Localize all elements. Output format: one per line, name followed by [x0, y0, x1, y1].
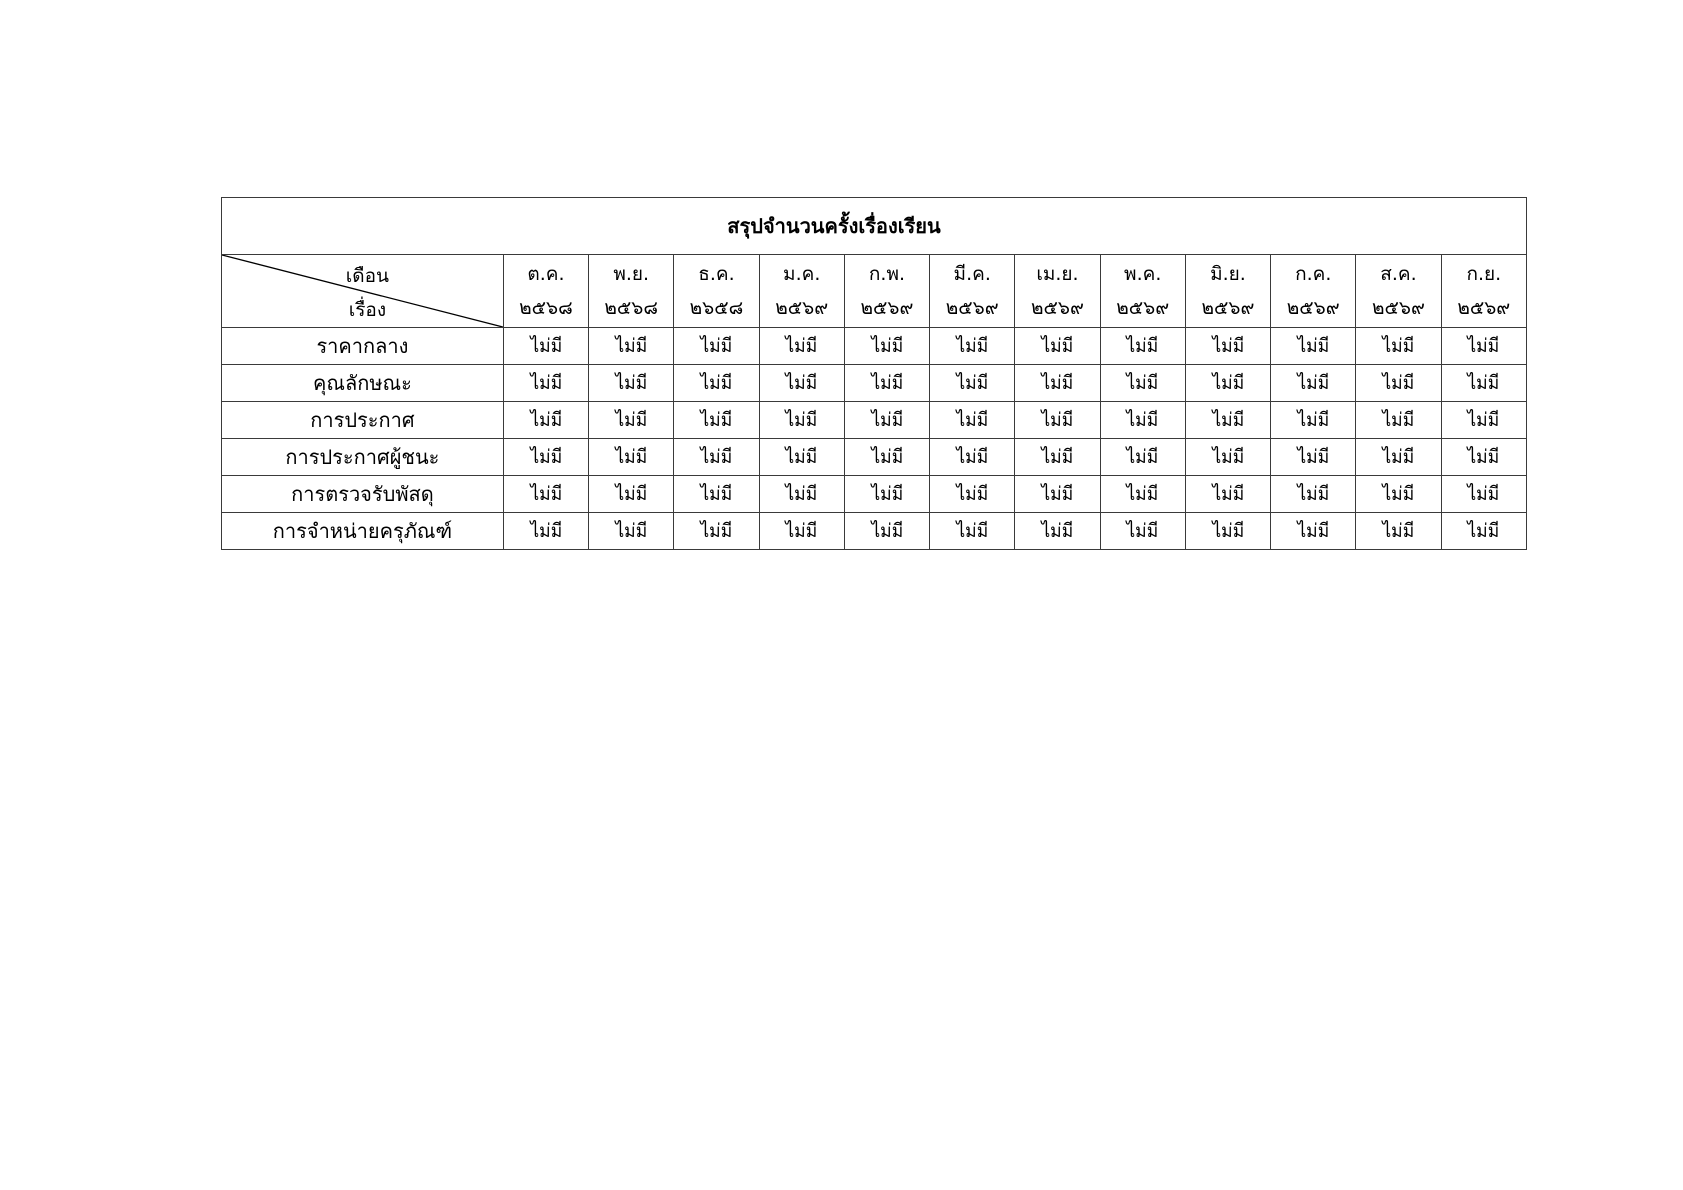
year-label: ๒๕๖๙ [1457, 297, 1511, 319]
table-row [222, 439, 1527, 476]
value-cell [1185, 402, 1270, 439]
value-cell [1441, 365, 1526, 402]
value-cell [1356, 513, 1441, 550]
month-label: มิ.ย. [1210, 263, 1246, 285]
value-cell [1356, 365, 1441, 402]
value-text: ไม่มี [1041, 409, 1074, 431]
value-text: ไม่มี [615, 520, 648, 542]
corner-topic-label: เรื่อง [348, 299, 387, 321]
value-text: ไม่มี [1297, 372, 1330, 394]
value-cell [674, 513, 759, 550]
topic-cell: คุณลักษณะ [222, 365, 504, 402]
value-text: ไม่มี [1126, 483, 1159, 505]
value-cell [759, 365, 844, 402]
table-row [222, 328, 1527, 365]
value-cell [1100, 513, 1185, 550]
topic-cell: การประกาศ [222, 402, 504, 439]
value-text: ไม่มี [700, 520, 733, 542]
value-text: ไม่มี [1126, 372, 1159, 394]
month-column-header [1015, 255, 1100, 328]
value-cell [930, 513, 1015, 550]
value-text: ไม่มี [1382, 520, 1415, 542]
value-text: ไม่มี [1041, 520, 1074, 542]
value-text: ไม่มี [785, 483, 818, 505]
value-cell [503, 513, 588, 550]
value-text: ไม่มี [1467, 446, 1500, 468]
value-text: ไม่มี [1126, 520, 1159, 542]
value-cell [759, 328, 844, 365]
summary-table [221, 197, 1527, 550]
value-cell [1441, 476, 1526, 513]
value-text: ไม่มี [1382, 483, 1415, 505]
value-cell [1356, 439, 1441, 476]
value-cell [844, 439, 929, 476]
month-label: ก.ย. [1466, 263, 1502, 285]
value-cell [759, 439, 844, 476]
year-label: ๒๕๖๘ [519, 297, 573, 319]
value-text: ไม่มี [1297, 409, 1330, 431]
value-text: ไม่มี [1467, 372, 1500, 394]
month-column-header [844, 255, 929, 328]
value-text: ไม่มี [700, 409, 733, 431]
value-cell [759, 476, 844, 513]
value-cell [674, 402, 759, 439]
value-text: ไม่มี [1382, 409, 1415, 431]
value-cell [930, 402, 1015, 439]
value-cell [1356, 402, 1441, 439]
value-cell [589, 513, 674, 550]
month-label: เม.ย. [1036, 263, 1079, 285]
value-cell [1185, 328, 1270, 365]
value-cell [1015, 476, 1100, 513]
year-label: ๒๕๖๙ [1116, 297, 1170, 319]
value-text: ไม่มี [615, 409, 648, 431]
value-cell [503, 439, 588, 476]
value-text: ไม่มี [530, 446, 562, 468]
value-text: ไม่มี [530, 409, 562, 431]
value-text: ไม่มี [530, 335, 562, 357]
value-text: ไม่มี [1382, 446, 1415, 468]
month-label: ส.ค. [1380, 263, 1417, 285]
value-cell [930, 328, 1015, 365]
month-column-header [1185, 255, 1270, 328]
title-row [222, 198, 1527, 255]
value-text: ไม่มี [1041, 372, 1074, 394]
month-label: ก.พ. [868, 263, 906, 285]
value-text: ไม่มี [1126, 335, 1159, 357]
value-text: ไม่มี [615, 372, 648, 394]
month-column-header [1100, 255, 1185, 328]
month-column-header [1356, 255, 1441, 328]
value-cell [1356, 476, 1441, 513]
value-cell [1356, 328, 1441, 365]
value-cell [1100, 328, 1185, 365]
value-cell [930, 476, 1015, 513]
value-text: ไม่มี [1382, 335, 1415, 357]
year-label: ๒๖๕๘ [689, 297, 744, 319]
value-cell [1271, 328, 1356, 365]
topic-cell: การประกาศผู้ชนะ [222, 439, 504, 476]
value-cell [674, 365, 759, 402]
month-column-header [503, 255, 588, 328]
value-cell [1441, 402, 1526, 439]
value-text: ไม่มี [1297, 483, 1330, 505]
value-text: ไม่มี [1126, 409, 1159, 431]
month-column-header [930, 255, 1015, 328]
value-text: ไม่มี [785, 335, 818, 357]
value-text: ไม่มี [956, 483, 989, 505]
value-text: ไม่มี [700, 372, 733, 394]
year-label: ๒๕๖๙ [1372, 297, 1425, 319]
value-text: ไม่มี [1212, 372, 1244, 394]
month-column-header [759, 255, 844, 328]
month-column-header [1441, 255, 1526, 328]
value-cell [844, 365, 929, 402]
value-text: ไม่มี [785, 409, 818, 431]
value-text: ไม่มี [615, 483, 648, 505]
table-body [222, 328, 1527, 550]
value-text: ไม่มี [871, 483, 903, 505]
value-cell [1015, 402, 1100, 439]
value-text: ไม่มี [956, 335, 989, 357]
value-text: ไม่มี [1212, 409, 1244, 431]
value-text: ไม่มี [785, 520, 818, 542]
value-cell [759, 402, 844, 439]
value-text: ไม่มี [615, 335, 648, 357]
month-column-header [674, 255, 759, 328]
topic-cell: การตรวจรับพัสดุ [222, 476, 504, 513]
year-label: ๒๕๖๙ [945, 297, 999, 319]
value-text: ไม่มี [700, 483, 733, 505]
value-text: ไม่มี [530, 520, 562, 542]
value-text: ไม่มี [785, 372, 818, 394]
value-cell [1441, 328, 1526, 365]
year-label: ๒๕๖๙ [1201, 297, 1255, 319]
value-cell [1015, 439, 1100, 476]
value-cell [589, 402, 674, 439]
value-cell [503, 476, 588, 513]
value-cell [1185, 513, 1270, 550]
value-text: ไม่มี [871, 335, 903, 357]
value-text: ไม่มี [956, 520, 989, 542]
corner-month-label: เดือน [345, 265, 390, 287]
value-cell [1185, 365, 1270, 402]
value-text: ไม่มี [1212, 483, 1244, 505]
value-text: ไม่มี [1297, 335, 1330, 357]
value-text: ไม่มี [871, 520, 903, 542]
value-cell [1271, 476, 1356, 513]
value-cell [844, 402, 929, 439]
year-label: ๒๕๖๙ [1286, 297, 1340, 319]
value-cell [674, 476, 759, 513]
value-cell [674, 439, 759, 476]
value-text: ไม่มี [1041, 483, 1074, 505]
table-row [222, 365, 1527, 402]
value-text: ไม่มี [530, 483, 562, 505]
value-cell [1015, 328, 1100, 365]
value-text: ไม่มี [1467, 520, 1500, 542]
value-text: ไม่มี [956, 372, 989, 394]
value-cell [1271, 402, 1356, 439]
header-row [222, 255, 1527, 328]
topic-cell: การจำหน่ายครุภัณฑ์ [222, 513, 504, 550]
value-cell [589, 439, 674, 476]
value-text: ไม่มี [1467, 335, 1500, 357]
value-cell [589, 328, 674, 365]
value-text: ไม่มี [871, 409, 903, 431]
year-label: ๒๕๖๙ [1031, 297, 1084, 319]
month-column-header [1271, 255, 1356, 328]
month-label: พ.ค. [1124, 263, 1162, 285]
value-text: ไม่มี [1382, 372, 1415, 394]
value-cell [1100, 365, 1185, 402]
value-cell [1015, 513, 1100, 550]
value-cell [844, 476, 929, 513]
value-cell [1100, 402, 1185, 439]
value-text: ไม่มี [956, 446, 989, 468]
value-text: ไม่มี [1212, 520, 1244, 542]
value-cell [503, 365, 588, 402]
value-cell [1271, 365, 1356, 402]
value-cell [589, 476, 674, 513]
value-text: ไม่มี [1212, 446, 1244, 468]
value-text: ไม่มี [871, 372, 903, 394]
value-cell [503, 402, 588, 439]
value-cell [1185, 439, 1270, 476]
value-cell [1100, 476, 1185, 513]
month-label: พ.ย. [613, 263, 650, 285]
month-label: มี.ค. [953, 263, 991, 285]
value-cell [759, 513, 844, 550]
value-text: ไม่มี [1212, 335, 1244, 357]
value-cell [844, 513, 929, 550]
value-text: ไม่มี [700, 446, 733, 468]
value-cell [1441, 439, 1526, 476]
value-text: ไม่มี [871, 446, 903, 468]
year-label: ๒๕๖๙ [775, 297, 829, 319]
value-text: ไม่มี [1041, 335, 1074, 357]
value-cell [844, 328, 929, 365]
value-text: ไม่มี [1297, 446, 1330, 468]
month-column-header [589, 255, 674, 328]
table-row [222, 402, 1527, 439]
table-row [222, 513, 1527, 550]
corner-header-cell [222, 255, 504, 328]
value-cell [930, 439, 1015, 476]
value-text: ไม่มี [1467, 409, 1500, 431]
value-text: ไม่มี [1467, 483, 1500, 505]
month-label: ก.ค. [1295, 263, 1332, 285]
value-text: ไม่มี [956, 409, 989, 431]
year-label: ๒๕๖๙ [860, 297, 914, 319]
value-cell [1271, 439, 1356, 476]
value-cell [674, 328, 759, 365]
month-label: ต.ค. [527, 263, 565, 285]
value-cell [930, 365, 1015, 402]
month-label: ธ.ค. [698, 263, 735, 285]
value-cell [1015, 365, 1100, 402]
value-text: ไม่มี [785, 446, 818, 468]
table-row [222, 476, 1527, 513]
value-cell [1271, 513, 1356, 550]
value-cell [589, 365, 674, 402]
value-text: ไม่มี [1041, 446, 1074, 468]
value-text: ไม่มี [1126, 446, 1159, 468]
value-cell [1441, 513, 1526, 550]
value-text: ไม่มี [530, 372, 562, 394]
value-text: ไม่มี [615, 446, 648, 468]
value-cell [1100, 439, 1185, 476]
value-cell [503, 328, 588, 365]
month-label: ม.ค. [783, 263, 821, 285]
year-label: ๒๕๖๘ [604, 297, 659, 319]
topic-cell: ราคากลาง [222, 328, 504, 365]
value-text: ไม่มี [1297, 520, 1330, 542]
value-text: ไม่มี [700, 335, 733, 357]
value-cell [1185, 476, 1270, 513]
table-title: สรุปจำนวนครั้งเรื่องเรียน [222, 198, 1527, 255]
